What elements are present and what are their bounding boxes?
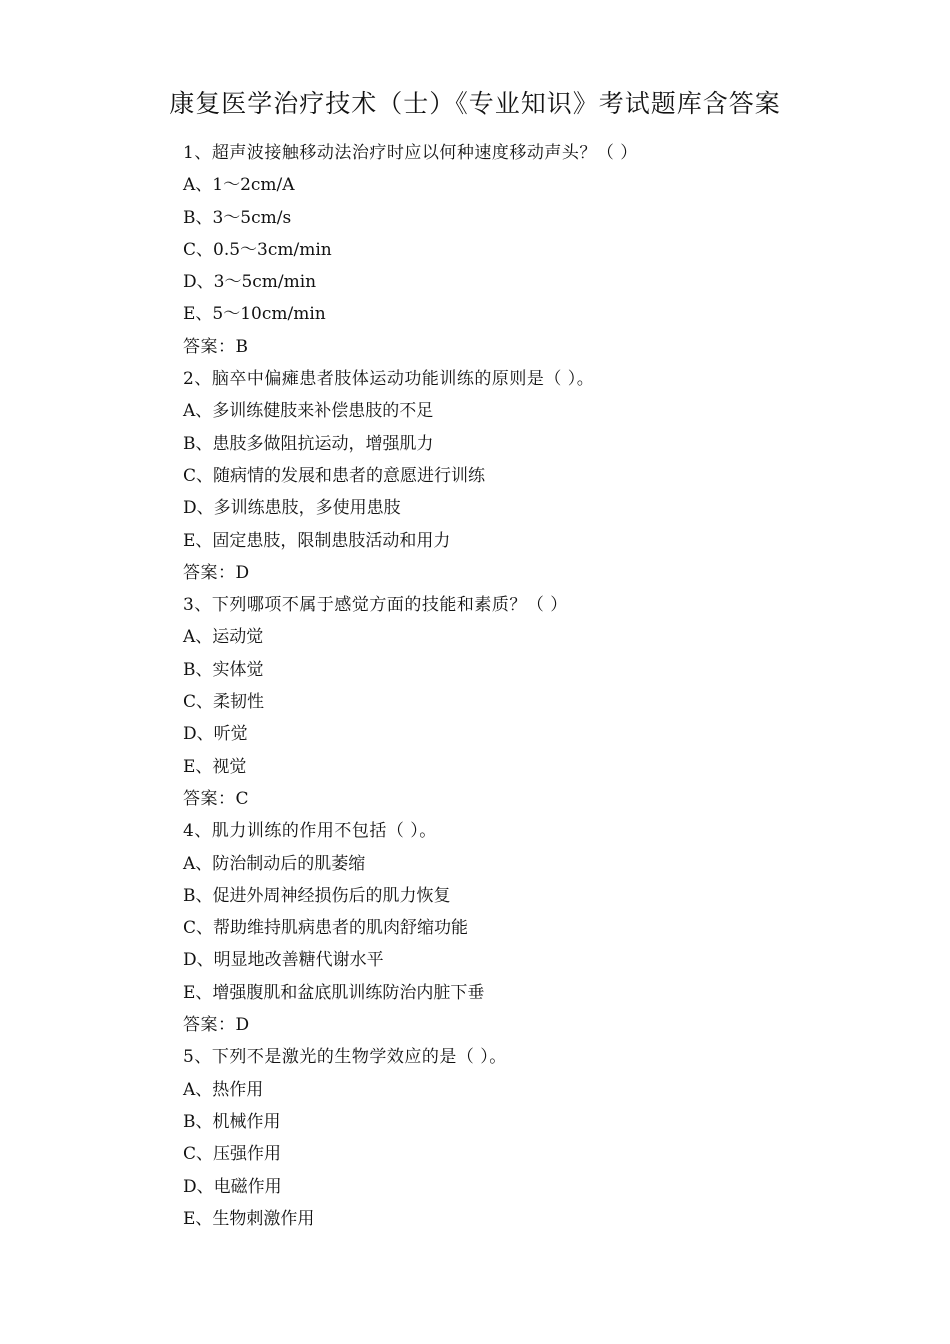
- question-stem: 1、超声波接触移动法治疗时应以何种速度移动声头？（ ）: [183, 143, 638, 163]
- option-a: A、热作用: [183, 1079, 264, 1100]
- option-a: A、运动觉: [183, 627, 264, 648]
- option-b: B、实体觉: [183, 659, 264, 680]
- option-e: E、生物刺激作用: [183, 1208, 315, 1229]
- question-stem: 4、肌力训练的作用不包括（ ）。: [183, 821, 437, 842]
- option-d: D、明显地改善糖代谢水平: [183, 950, 384, 971]
- option-a: A、防治制动后的肌萎缩: [183, 853, 366, 874]
- option-d: D、多训练患肢，多使用患肢: [183, 498, 401, 519]
- option-e: E、固定患肢，限制患肢活动和用力: [183, 530, 451, 551]
- option-c: C、0.5～3cm/min: [183, 239, 332, 260]
- option-b: B、患肢多做阻抗运动，增强肌力: [183, 433, 434, 454]
- option-a: A、多训练健肢来补偿患肢的不足: [183, 401, 434, 422]
- document-title: 康复医学治疗技术（士）《专业知识》考试题库含答案: [169, 89, 781, 118]
- option-b: B、机械作用: [183, 1111, 281, 1132]
- answer-line: 答案：D: [183, 1015, 250, 1036]
- option-e: E、增强腹肌和盆底肌训练防治内脏下垂: [183, 982, 485, 1003]
- answer-line: 答案：C: [183, 788, 250, 809]
- option-d: D、3～5cm/min: [183, 272, 317, 293]
- answer-line: 答案：D: [183, 562, 250, 583]
- option-c: C、帮助维持肌病患者的肌肉舒缩功能: [183, 918, 469, 939]
- option-c: C、压强作用: [183, 1144, 282, 1165]
- question-stem: 5、下列不是激光的生物学效应的是（ ）。: [183, 1047, 507, 1068]
- option-e: E、视觉: [183, 756, 247, 777]
- option-b: B、促进外周神经损伤后的肌力恢复: [183, 885, 451, 906]
- question-stem: 2、脑卒中偏瘫患者肢体运动功能训练的原则是（ ）。: [183, 369, 595, 390]
- option-c: C、随病情的发展和患者的意愿进行训练: [183, 465, 486, 486]
- answer-line: 答案：B: [183, 336, 249, 357]
- question-stem: 3、下列哪项不属于感觉方面的技能和素质？（ ）: [183, 595, 568, 616]
- option-d: D、电磁作用: [183, 1176, 282, 1197]
- option-b: B、3～5cm/s: [183, 207, 292, 228]
- option-e: E、5～10cm/min: [183, 304, 326, 325]
- option-a: A、1～2cm/A: [183, 175, 295, 196]
- option-d: D、听觉: [183, 724, 248, 745]
- option-c: C、柔韧性: [183, 692, 265, 713]
- question-list: [183, 137, 883, 1235]
